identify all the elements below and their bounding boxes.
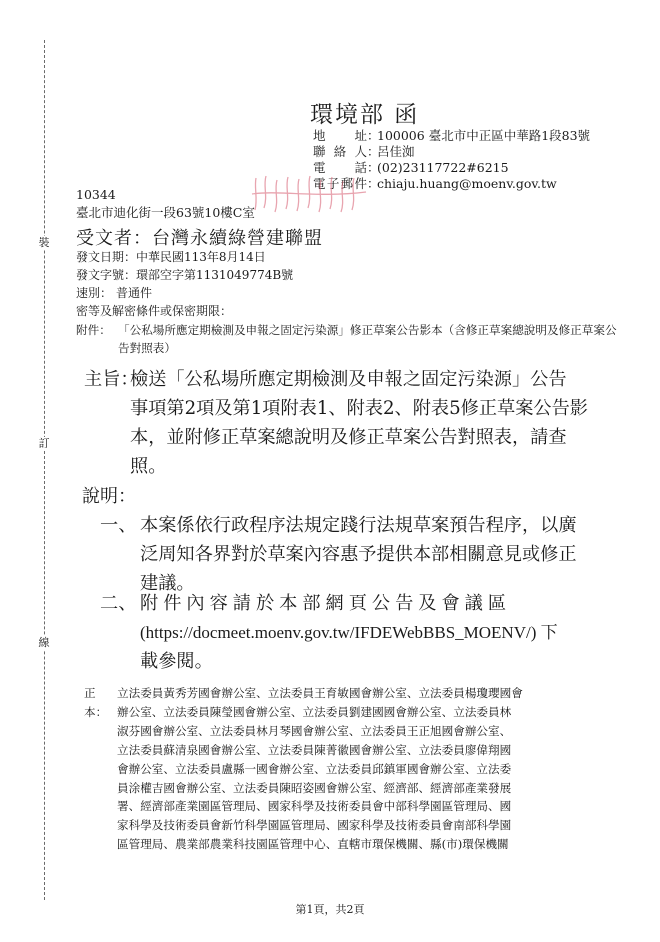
item-line: 附件內容請於本部網頁公告及會議區 xyxy=(140,593,512,614)
contact-value: chiaju.huang@moenv.gov.tw xyxy=(377,176,557,191)
contact-value: 呂佳洳 xyxy=(377,144,415,159)
official-seal-stamp xyxy=(248,172,372,214)
item-line: 載參閱。 xyxy=(140,651,213,672)
subject-label: 主旨： xyxy=(84,369,139,390)
explanation-label: 說明： xyxy=(82,486,136,507)
meta-value: 普通件 xyxy=(116,286,153,300)
attachment-text: 「公私場所應定期檢測及申報之固定污染源」修正草案公告影本（含修正草案總說明及修正草案公告對照表） xyxy=(118,323,617,355)
copy-to-body xyxy=(117,684,637,854)
subject-body xyxy=(130,365,610,481)
subject-line: 本，並附修正草案總說明及修正草案公告對照表，請查 xyxy=(130,427,567,448)
meta-doc-number xyxy=(76,266,293,283)
item-number: 一、 xyxy=(100,515,137,536)
page-number: 第1頁，共2頁 xyxy=(295,903,365,916)
subject-line: 檢送「公私場所應定期檢測及申報之固定污染源」公告 xyxy=(130,369,567,390)
recipient-postcode: 10344 xyxy=(76,187,116,202)
meta-label: 密等及解密條件或保密期限： xyxy=(76,304,233,318)
meta-classification xyxy=(76,302,232,319)
copy-to-line: 立法委員蘇清泉國會辦公室、立法委員陳菁徽國會辦公室、立法委員廖偉翔國 xyxy=(117,742,512,757)
meta-label: 發文字號： xyxy=(76,268,137,282)
contact-row-phone: 電話：(02)23117722#6215 xyxy=(313,160,509,175)
copy-to-line: 區管理局、農業部農業科技園區管理中心、直轄市環保機關、縣(市)環保機關 xyxy=(117,837,509,852)
contact-label: 電子郵件 xyxy=(313,176,367,191)
contact-label: 聯絡人 xyxy=(313,144,367,159)
attachment-label: 附件： xyxy=(76,323,111,337)
meta-value: 中華民國113年8月14日 xyxy=(136,250,266,264)
copy-to-line: 辦公室、立法委員陳瑩國會辦公室、立法委員劉建國國會辦公室、立法委員林 xyxy=(117,704,512,719)
subject-line: 照。 xyxy=(130,456,167,477)
meta-speed xyxy=(76,284,152,301)
meta-label: 速別： xyxy=(76,286,113,300)
binding-line xyxy=(44,40,45,900)
subject-line: 事項第2項及第1項附表1、附表2、附表5修正草案公告影 xyxy=(130,398,588,419)
item-body xyxy=(140,589,558,676)
meta-label: 發文日期： xyxy=(76,250,137,264)
copy-to-line: 家科學及技術委員會新竹科學園區管理局、國家科學及技術委員會南部科學園 xyxy=(117,818,512,833)
agency-title: 環境部 函 xyxy=(310,102,420,128)
meta-issue-date xyxy=(76,248,266,265)
copy-to-line: 淑芬國會辦公室、立法委員林月琴國會辦公室、立法委員王正旭國會辦公室、 xyxy=(117,723,512,738)
contact-value: 100006 臺北市中正區中華路1段83號 xyxy=(377,128,591,143)
copy-to-line: 員涂權吉國會辦公室、立法委員陳昭姿國會辦公室、經濟部、經濟部產業發展 xyxy=(117,780,512,795)
item-body xyxy=(140,511,577,598)
copy-to-line: 署、經濟部產業園區管理局、國家科學及技術委員會中部科學園區管理局、國 xyxy=(117,799,512,814)
copy-to-line: 會辦公室、立法委員盧縣一國會辦公室、立法委員邱鎮軍國會辦公室、立法委 xyxy=(117,761,512,776)
recipient: 受文者：台灣永續綠營建聯盟 xyxy=(76,228,323,249)
item-url-line: (https://docmeet.moenv.gov.tw/IFDEWebBBS_MOENV/) 下 xyxy=(140,623,558,642)
contact-label: 地址 xyxy=(313,128,367,143)
binding-char-1: 裝 xyxy=(38,236,50,249)
binding-char-2: 訂 xyxy=(38,437,50,450)
item-number: 二、 xyxy=(100,593,137,614)
contact-row-address: 地址：100006 臺北市中正區中華路1段83號 xyxy=(313,128,591,143)
copy-to-label: 正本： xyxy=(84,686,108,719)
copy-to-line: 立法委員黃秀芳國會辦公室、立法委員王育敏國會辦公室、立法委員楊瓊瓔國會 xyxy=(117,686,523,700)
meta-value: 環部空字第1131049774B號 xyxy=(136,268,294,282)
contact-value: (02)23117722#6215 xyxy=(377,160,509,175)
contact-row-person: 聯絡人：呂佳洳 xyxy=(313,144,415,159)
contact-label: 電話 xyxy=(313,160,367,175)
binding-char-3: 線 xyxy=(38,636,50,649)
item-line: 本案係依行政程序法規定踐行法規草案預告程序，以廣 xyxy=(140,515,577,536)
contact-row-email: 電子郵件：chiaju.huang@moenv.gov.tw xyxy=(313,176,557,191)
item-line: 建議。 xyxy=(140,573,195,594)
item-line: 泛周知各界對於草案內容惠予提供本部相關意見或修正 xyxy=(140,544,577,565)
recipient-street: 臺北市迪化街一段63號10樓C室 xyxy=(76,205,255,220)
